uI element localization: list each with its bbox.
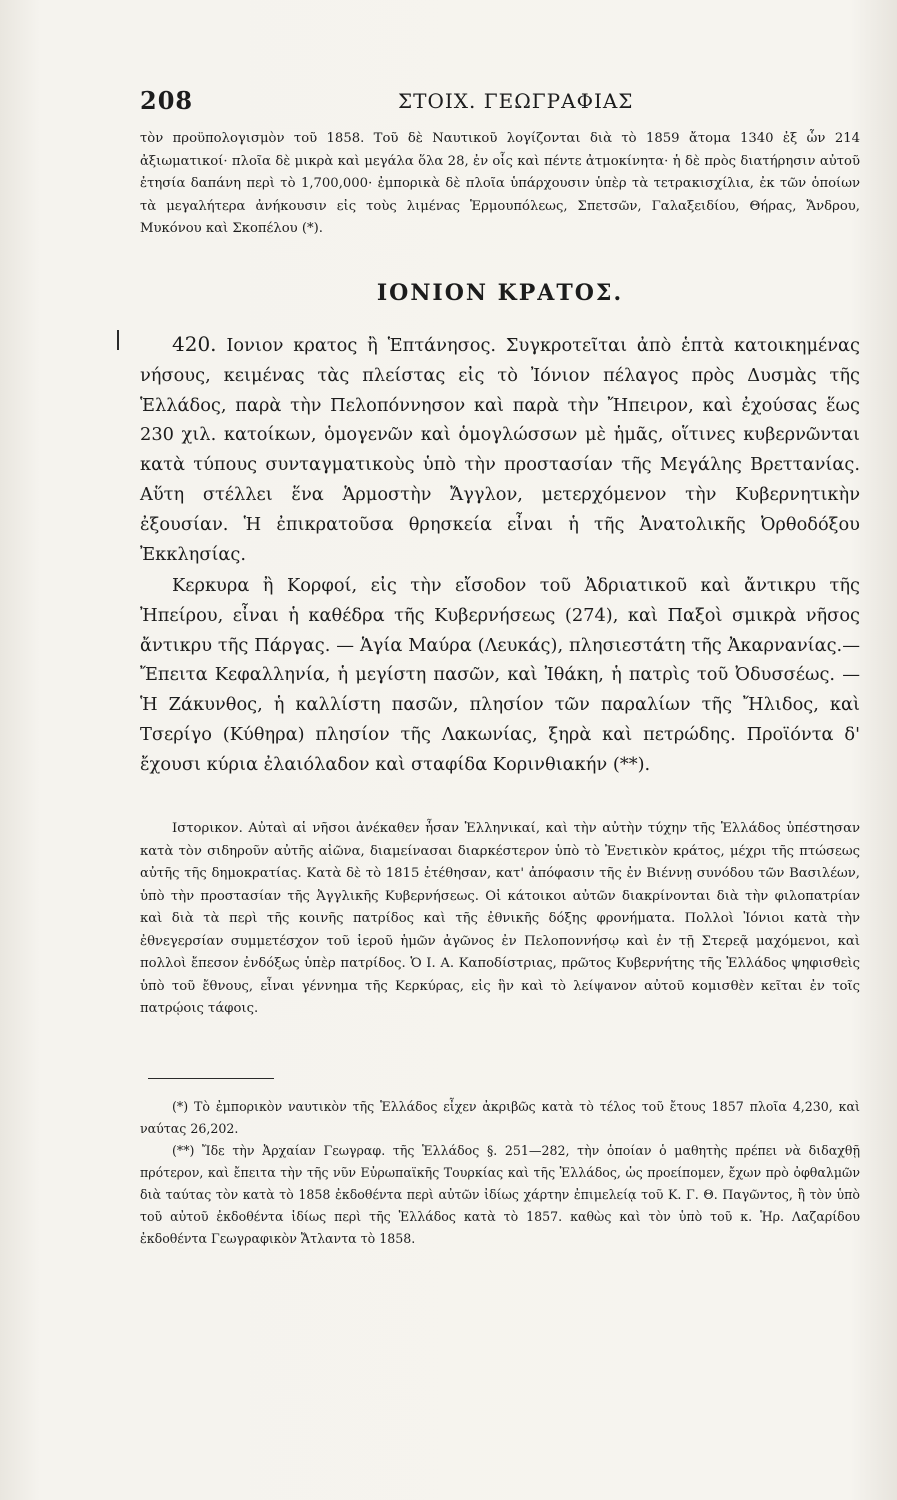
- paragraph-number: 420.: [172, 332, 217, 356]
- footnotes: [140, 1096, 860, 1306]
- paragraph-420-text: Ιονιον κρατος ἢ Ἑπτάνησος. Συγκροτεῖται ἀπὸ ἑπτὰ κατοικημένας νήσους, κειμένας τὰς πλείστας εἰς τὸ Ἰόνιον πέλαγος πρὸς Δυσμὰς τῆς Ἑλλάδος, παρὰ τὴν Πελοπόννησον καὶ παρὰ τὴν Ἤπειρον, καὶ ἐχούσας ἕως 230 χιλ. κατοίκων, ὁμογενῶν καὶ ὁμογλώσσων μὲ ἡμᾶς, οἵτινες κυβερνῶνται κατὰ τύπους συνταγματικοὺς ὑπὸ τὴν προστασίαν τῆς Μεγάλης Βρεττανίας. Αὕτη στέλλει ἕνα Ἁρμοστὴν Ἄγγλον, μετερχόμενον τὴν Κυβερνητικὴν ἐξουσίαν. Ἡ ἐπικρατοῦσα θρησκεία εἶναι ἡ τῆς Ἀνατολικῆς Ὀρθοδόξου Ἐκκλησίας.: [140, 335, 861, 565]
- section-heading: ΙΟΝΙΟΝ ΚΡΑΤΟΣ.: [376, 280, 624, 306]
- running-title: ΣΤΟΙΧ. ΓΕΩΓΡΑΦΙΑΣ: [398, 89, 634, 113]
- footnote-rule: [148, 1078, 274, 1079]
- paragraph-kerkyra: [140, 571, 860, 811]
- footnote-2: (**) Ἴδε τὴν Ἀρχαίαν Γεωγραφ. τῆς Ἑλλάδος §. 251—282, τὴν ὁποίαν ὁ μαθητὴς πρέπει νὰ διδαχθῇ πρότερον, καὶ ἔπειτα τὴν τῆς νῦν Εὐρωπαϊκῆς Τουρκίας καὶ τῆς Ἑλλάδος, ὡς προείπομεν, ἔχων πρὸ ὀφθαλμῶν διὰ ταύτας τὸν κατὰ τὸ 1858 ἐκδοθέντα περὶ αὐτῶν ἰδίως χάρτην ἐπιμελείᾳ τοῦ Κ. Γ. Θ. Παγῶντος, ἢ τὸν ὑπὸ τοῦ αὐτοῦ ἐκδοθέντα ἰδίως περὶ τῆς Ἑλλάδος κατὰ τὸ 1857. καθὼς καὶ τὸν ὑπὸ τοῦ κ. Ἡρ. Λαζαρίδου ἐκδοθέντα Γεωγραφικὸν Ἄτλαντα τὸ 1858.: [140, 1143, 860, 1246]
- intro-paragraph: [140, 128, 860, 268]
- intro-text: τὸν προϋπολογισμὸν τοῦ 1858. Τοῦ δὲ Ναυτικοῦ λογίζονται διὰ τὸ 1859 ἄτομα 1340 ἐξ ὧν 214 ἀξιωματικοί· πλοῖα δὲ μικρὰ καὶ μεγάλα ὅλα 28, ἐν οἷς καὶ πέντε ἀτμοκίνητα· ἡ δὲ πρὸς διατήρησιν αὐτοῦ ἐτησία δαπάνη περὶ τὸ 1,700,000· ἐμπορικὰ δὲ πλοῖα ὑπάρχουσιν ὑπὲρ τὰ τετρακισχίλια, ἐκ τῶν ὁποίων τὰ μεγαλήτερα ἀνήκουσιν εἰς τοὺς λιμένας Ἑρμουπόλεως, Σπετσῶν, Γαλαξειδίου, Θήρας, Ἄνδρου, Μυκόνου καὶ Σκοπέλου (*).: [140, 131, 860, 236]
- page-header: [140, 86, 860, 116]
- paragraph-420: [140, 330, 860, 570]
- paragraph-history: [140, 818, 860, 1058]
- paragraph-history-text: Ιστορικον. Αὐταὶ αἱ νῆσοι ἀνέκαθεν ἦσαν Ἑλληνικαί, καὶ τὴν αὐτὴν τύχην τῆς Ἑλλάδος ὑπέστησαν κατὰ τὸν σιδηροῦν αὐτῆς αἰῶνα, διαμείνασαι διαρκέστερον ὑπὸ τὸ Ἐνετικὸν κράτος, μέχρι τῆς πτώσεως αὐτῆς τῆς δημοκρατίας. Κατὰ δὲ τὸ 1815 ἐτέθησαν, κατ' ἀπόφασιν τῆς ἐν Βιέννῃ συνόδου τῶν Βασιλέων, ὑπὸ τὴν προστασίαν τῆς Ἀγγλικῆς Κυβερνήσεως. Οἱ κάτοικοι αὐτῶν διακρίνονται διὰ τὴν φιλοπατρίαν καὶ διὰ τὰ περὶ τῆς κοινῆς πατρίδος καὶ τῆς ἐθνικῆς δόξης φρονήματα. Πολλοὶ Ἰόνιοι κατὰ τὴν ἐθνεγερσίαν συμμετέσχον τοῦ ἱεροῦ ἡμῶν ἀγῶνος ἐν Πελοποννήσῳ καὶ ἐν τῇ Στερεᾷ μαχόμενοι, καὶ πολλοὶ ἔπεσον ἐνδόξως ὑπὲρ πατρίδος. Ὁ Ι. Α. Καποδίστριας, πρῶτος Κυβερνήτης τῆς Ἑλλάδος ψηφισθεὶς ὑπὸ τοῦ ἔθνους, εἶναι γέννημα τῆς Κερκύρας, εἰς ἣν καὶ τὸ λείψανον αὐτοῦ κομισθὲν κεῖται ἐν τοῖς πατρῴοις τάφοις.: [140, 821, 860, 1016]
- footnote-1: (*) Τὸ ἐμπορικὸν ναυτικὸν τῆς Ἑλλάδος εἶχεν ἀκριβῶς κατὰ τὸ τέλος τοῦ ἔτους 1857 πλοῖα 4,230, καὶ ναύτας 26,202.: [140, 1099, 860, 1136]
- margin-mark: [117, 330, 119, 350]
- paragraph-kerkyra-text: Κερκυρα ἢ Κορφοί, εἰς τὴν εἴσοδον τοῦ Ἀδριατικοῦ καὶ ἄντικρυ τῆς Ἠπείρου, εἶναι ἡ καθέδρα τῆς Κυβερνήσεως (274), καὶ Παξοὶ σμικρὰ νῆσος ἄντικρυ τῆς Πάργας. — Ἁγία Μαύρα (Λευκάς), πλησιεστάτη τῆς Ἀκαρνανίας.—Ἔπειτα Κεφαλληνία, ἡ μεγίστη πασῶν, καὶ Ἰθάκη, ἡ πατρὶς τοῦ Ὀδυσσέως. — Ἡ Ζάκυνθος, ἡ καλλίστη πασῶν, πλησίον τῶν παραλίων τῆς Ἤλιδος, καὶ Τσερίγο (Κύθηρα) πλησίον τῆς Λακωνίας, ξηρὰ καὶ πετρώδης. Προϊόντα δ' ἔχουσι κύρια ἐλαιόλαδον καὶ σταφίδα Κορινθιακήν (**).: [140, 575, 860, 775]
- page-number: 208: [140, 86, 194, 115]
